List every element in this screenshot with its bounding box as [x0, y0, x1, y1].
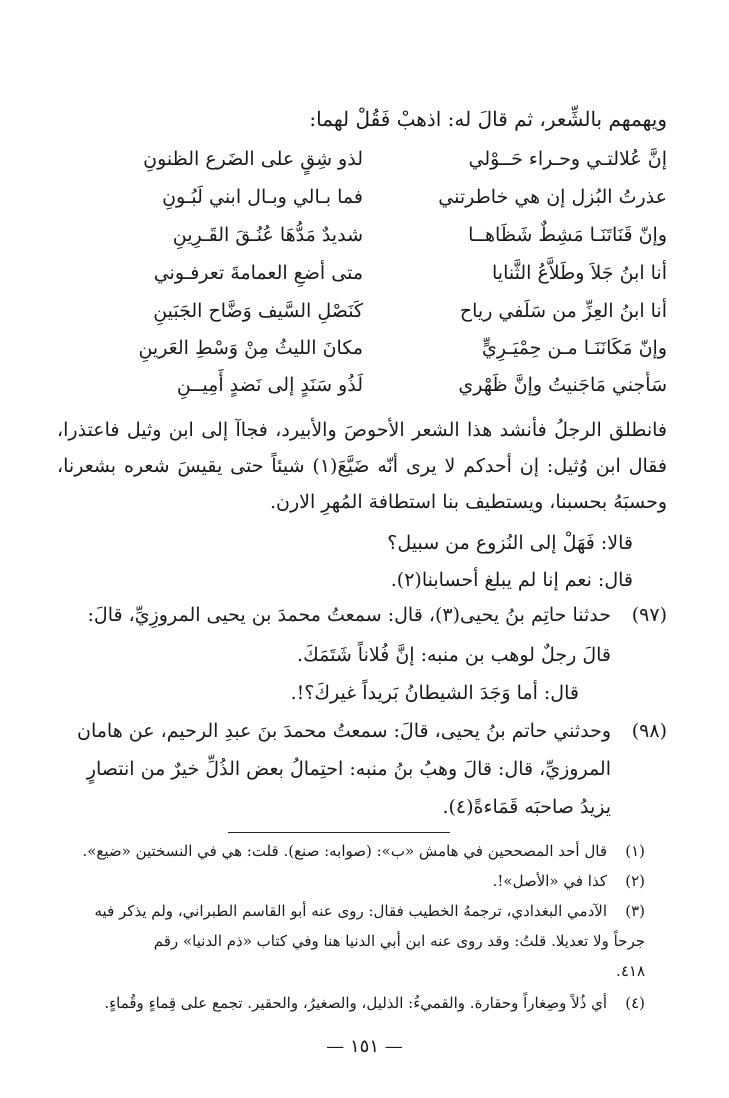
verse-line — [67, 256, 667, 290]
verse-first-half: سَأجني مَاجَنيتُ وإنَّ ظَهْري — [458, 374, 667, 396]
verse-second-half: شديدٌ مَدُّهَا عُنُـقَ القَـرِينِ — [172, 224, 363, 246]
prose-paragraph: فانطلق الرجلُ فأنشد هذا الشعر الأحوصَ والأبيرد، فجاآ إلى ابن وثيل فاعتذرا، فقال ابن وُثيل: إن أحدكم لا يرى أنّه ضَيَّعَ(١) شيئاً حتى يقيسَ شعره بشعرنا، وحسبَهُ بحسبنا، ويستطيف بنا استطافة المُهرِ الارن. — [57, 419, 668, 513]
verse-line — [67, 368, 667, 402]
footnote-text: ٤١٨. — [616, 962, 645, 980]
footnote-number: (٤) — [625, 994, 645, 1012]
prose-line: قال: نعم إنا لم يبلغ أحسابنا(٢). — [390, 569, 633, 591]
verse-second-half: متى أضعِ العمامةَ تعرفـوني — [153, 262, 363, 284]
verse-first-half: وإنّ مَكَانَنَـا مـن حِمْيَـرِيٍّ — [482, 337, 667, 359]
verse-second-half: كَنَصْلِ السَّيف وَضَّاح الجَبَينِ — [153, 300, 363, 322]
verse-first-half: إنَّ عُلالتـي وحـراء حَــوْلي — [468, 148, 667, 170]
hadith-line: قال: أما وَجَدَ الشيطانُ بَريداً غيركَ؟!. — [290, 682, 579, 704]
footnote-number: (٣) — [625, 902, 645, 920]
footnote-text: أي ذُلاً وصِغاراً وحقارة. والقميءُ: الذليل، والصغيرُ، والحقير. تجمع على قِماءٍ وقُماءٍ. — [104, 994, 607, 1012]
verse-first-half: أنا ابنُ جَلاَ وطَلاَّعُ الثَّنايا — [492, 262, 667, 284]
footnote-text: كذا في «الأصل»!. — [492, 872, 607, 890]
hadith-number: (٩٨) — [631, 720, 667, 742]
footnote-text: جرحاً ولا تعديلا. قلتُ: وقد روى عنه ابن أبي الدنيا هنا وفي كتاب «ذم الدنيا» رقم — [153, 932, 645, 950]
footnote-text: قال أحد المصححين في هامش «ب»: (صوابه: صنع). قلت: هي في النسختين «ضيع». — [82, 842, 607, 860]
verse-second-half: مكانَ الليثُ مِنْ وَسْطِ العَرينِ — [138, 337, 363, 359]
verse-first-half: عذرتُ البُزل إن هي خاطرتني — [438, 186, 667, 208]
verse-line — [67, 142, 667, 176]
hadith-number: (٩٧) — [631, 604, 667, 626]
hadith-line: المروزيِّ، قال: قالَ وهبُ بنُ منبه: احتِمالُ بعض الذُلِّ خيرٌ من انتصارٍ — [86, 758, 611, 780]
hadith-line: يزيدُ صاحبَه قَمَاءةً(٤). — [442, 796, 611, 818]
prose-line: قالا: فَهَلْ إلى النُزوع من سبيل؟ — [387, 532, 633, 554]
verse-line — [67, 218, 667, 252]
verse-second-half: لذو شِقٍ على الضَرع الظنونِ — [143, 148, 363, 170]
hadith-line: حدثنا حاتِم بنُ يحيى(٣)، قال: سمعتُ محمدَ بن يحيى المروزِيِّ، قالَ: — [87, 604, 611, 626]
verse-second-half: لَذُو سَنَدٍ إلى نَضدٍ أَمِيــنِ — [176, 374, 363, 396]
hadith-line: وحدثني حاتم بنُ يحيى، قالَ: سمعتُ محمدَ بنَ عبدِ الرحيم، عن هامان — [77, 720, 611, 742]
verse-line — [67, 294, 667, 328]
footnote-separator — [228, 832, 450, 833]
intro-line: ويهمهم بالشِّعر، ثم قالَ له: اذهبْ فَقُلْ لهما: — [309, 107, 667, 131]
hadith-line: قالَ رجلٌ لوهب بن منبه: إنَّ فُلاناً شَتَمَكَ. — [297, 644, 611, 666]
verse-first-half: وإنّ قَنَاتَنَـا مَشِطٌ شَظَاهــا — [468, 224, 667, 246]
footnote-text: الآدمي البغدادي، ترجمهُ الخطيب فقال: روى عنه أبو القاسم الطبراني، ولم يذكر فيه — [94, 902, 607, 920]
verse-line — [67, 180, 667, 214]
page-number: — ١٥١ — — [326, 1036, 403, 1057]
footnote-number: (٢) — [625, 872, 645, 890]
verse-second-half: فما بـالي وبـال ابني لَبُـونِ — [162, 186, 363, 208]
footnote-number: (١) — [625, 842, 645, 860]
verse-line — [67, 331, 667, 365]
verse-first-half: أنا ابنُ العِزِّ من سَلَفي رياح — [459, 300, 667, 322]
